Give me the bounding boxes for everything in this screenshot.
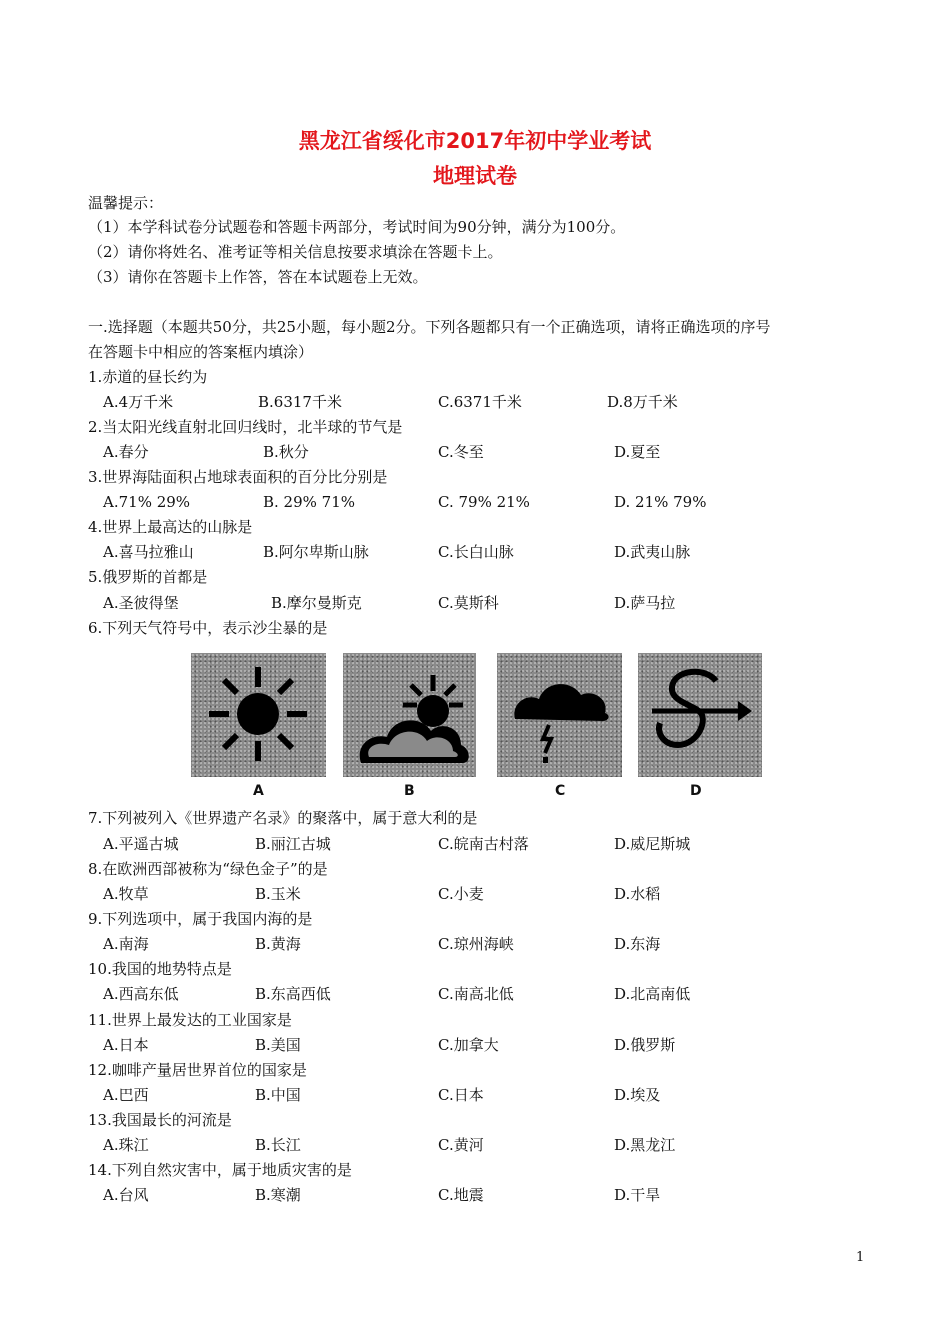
weather-label-a: A (253, 783, 264, 799)
option-b: B.6317千米 (258, 393, 342, 411)
option-a: A.日本 (103, 1036, 149, 1054)
option-a: A.平遥古城 (103, 835, 179, 853)
question-stem: 13.我国最长的河流是 (88, 1111, 232, 1129)
question-stem: 14.下列自然灾害中，属于地质灾害的是 (88, 1161, 352, 1179)
option-b: B.丽江古城 (255, 835, 331, 853)
option-b: B.长江 (255, 1136, 301, 1154)
option-d: D.干旱 (614, 1186, 661, 1204)
tip-item: （2）请你将姓名、准考证等相关信息按要求填涂在答题卡上。 (88, 243, 503, 261)
option-c: C.莫斯科 (438, 594, 499, 612)
question-stem: 1.赤道的昼长约为 (88, 368, 208, 386)
option-d: D.威尼斯城 (614, 835, 691, 853)
sandstorm-icon (638, 653, 762, 777)
option-d: D.黑龙江 (614, 1136, 676, 1154)
section-instruction: 一.选择题（本题共50分，共25小题，每小题2分。下列各题都只有一个正确选项，请将正确选项的序号 (88, 318, 771, 336)
question-stem: 10.我国的地势特点是 (88, 960, 232, 978)
question-stem: 4.世界上最高达的山脉是 (88, 518, 253, 536)
option-b: B.寒潮 (255, 1186, 301, 1204)
question-stem: 6.下列天气符号中，表示沙尘暴的是 (88, 619, 328, 637)
option-d: D.夏至 (614, 443, 661, 461)
weather-symbol-d (638, 653, 762, 777)
weather-label-b: B (404, 783, 415, 799)
option-c: C.琼州海峡 (438, 935, 514, 953)
option-c: C.加拿大 (438, 1036, 499, 1054)
question-stem: 3.世界海陆面积占地球表面积的百分比分别是 (88, 468, 388, 486)
question-stem: 7.下列被列入《世界遗产名录》的聚落中，属于意大利的是 (88, 809, 478, 827)
option-d: D.水稻 (614, 885, 661, 903)
option-d: D.8万千米 (607, 393, 678, 411)
option-a: A.牧草 (103, 885, 149, 903)
option-d: D.东海 (614, 935, 661, 953)
option-b: B.美国 (255, 1036, 301, 1054)
option-b: B.中国 (255, 1086, 301, 1104)
question-stem: 2.当太阳光线直射北回归线时，北半球的节气是 (88, 418, 403, 436)
sun-behind-cloud-icon (343, 653, 476, 777)
option-d: D.北高南低 (614, 985, 691, 1003)
tip-item: （1）本学科试卷分试题卷和答题卡两部分，考试时间为90分钟，满分为100分。 (88, 218, 626, 236)
question-stem: 8.在欧洲西部被称为“绿色金子”的是 (88, 860, 328, 878)
option-a: A.巴西 (103, 1086, 149, 1104)
option-c: C.地震 (438, 1186, 484, 1204)
section-instruction: 在答题卡中相应的答案框内填涂） (88, 343, 314, 361)
weather-label-c: C (555, 783, 566, 799)
weather-label-d: D (690, 783, 702, 799)
weather-symbol-a (191, 653, 326, 777)
page-number: 1 (856, 1250, 865, 1265)
option-c: C.6371千米 (438, 393, 522, 411)
option-c: C. 79% 21% (438, 493, 530, 511)
option-a: A.西高东低 (103, 985, 179, 1003)
option-a: A.喜马拉雅山 (103, 543, 194, 561)
option-b: B.黄海 (255, 935, 301, 953)
option-d: D.萨马拉 (614, 594, 676, 612)
weather-symbol-c (497, 653, 622, 777)
option-a: A.圣彼得堡 (103, 594, 179, 612)
option-c: C.小麦 (438, 885, 484, 903)
option-b: B. 29% 71% (263, 493, 356, 511)
sunny-icon (191, 653, 326, 777)
option-d: D.埃及 (614, 1086, 661, 1104)
question-stem: 9.下列选项中，属于我国内海的是 (88, 910, 313, 928)
option-a: A.珠江 (103, 1136, 149, 1154)
option-a: A.4万千米 (103, 393, 174, 411)
tips-heading: 温馨提示： (88, 194, 164, 212)
option-c: C.长白山脉 (438, 543, 514, 561)
option-c: C.皖南古村落 (438, 835, 529, 853)
option-c: C.冬至 (438, 443, 484, 461)
page-subtitle: 地理试卷 (433, 164, 517, 188)
option-d: D.武夷山脉 (614, 543, 691, 561)
tip-item: （3）请你在答题卡上作答，答在本试题卷上无效。 (88, 268, 428, 286)
option-a: A.南海 (103, 935, 149, 953)
thunderstorm-icon (497, 653, 622, 777)
option-d: D. 21% 79% (614, 493, 707, 511)
question-stem: 5.俄罗斯的首都是 (88, 568, 208, 586)
option-b: B.东高西低 (255, 985, 331, 1003)
option-d: D.俄罗斯 (614, 1036, 676, 1054)
option-c: C.日本 (438, 1086, 484, 1104)
option-a: A.春分 (103, 443, 149, 461)
option-a: A.71% 29% (103, 493, 191, 511)
weather-symbol-b (343, 653, 476, 777)
option-b: B.玉米 (255, 885, 301, 903)
option-a: A.台风 (103, 1186, 149, 1204)
question-stem: 11.世界上最发达的工业国家是 (88, 1011, 292, 1029)
question-stem: 12.咖啡产量居世界首位的国家是 (88, 1061, 307, 1079)
page-title: 黑龙江省绥化市2017年初中学业考试 (298, 129, 652, 153)
option-c: C.黄河 (438, 1136, 484, 1154)
option-b: B.秋分 (263, 443, 309, 461)
option-b: B.摩尔曼斯克 (271, 594, 362, 612)
option-c: C.南高北低 (438, 985, 514, 1003)
option-b: B.阿尔卑斯山脉 (263, 543, 369, 561)
